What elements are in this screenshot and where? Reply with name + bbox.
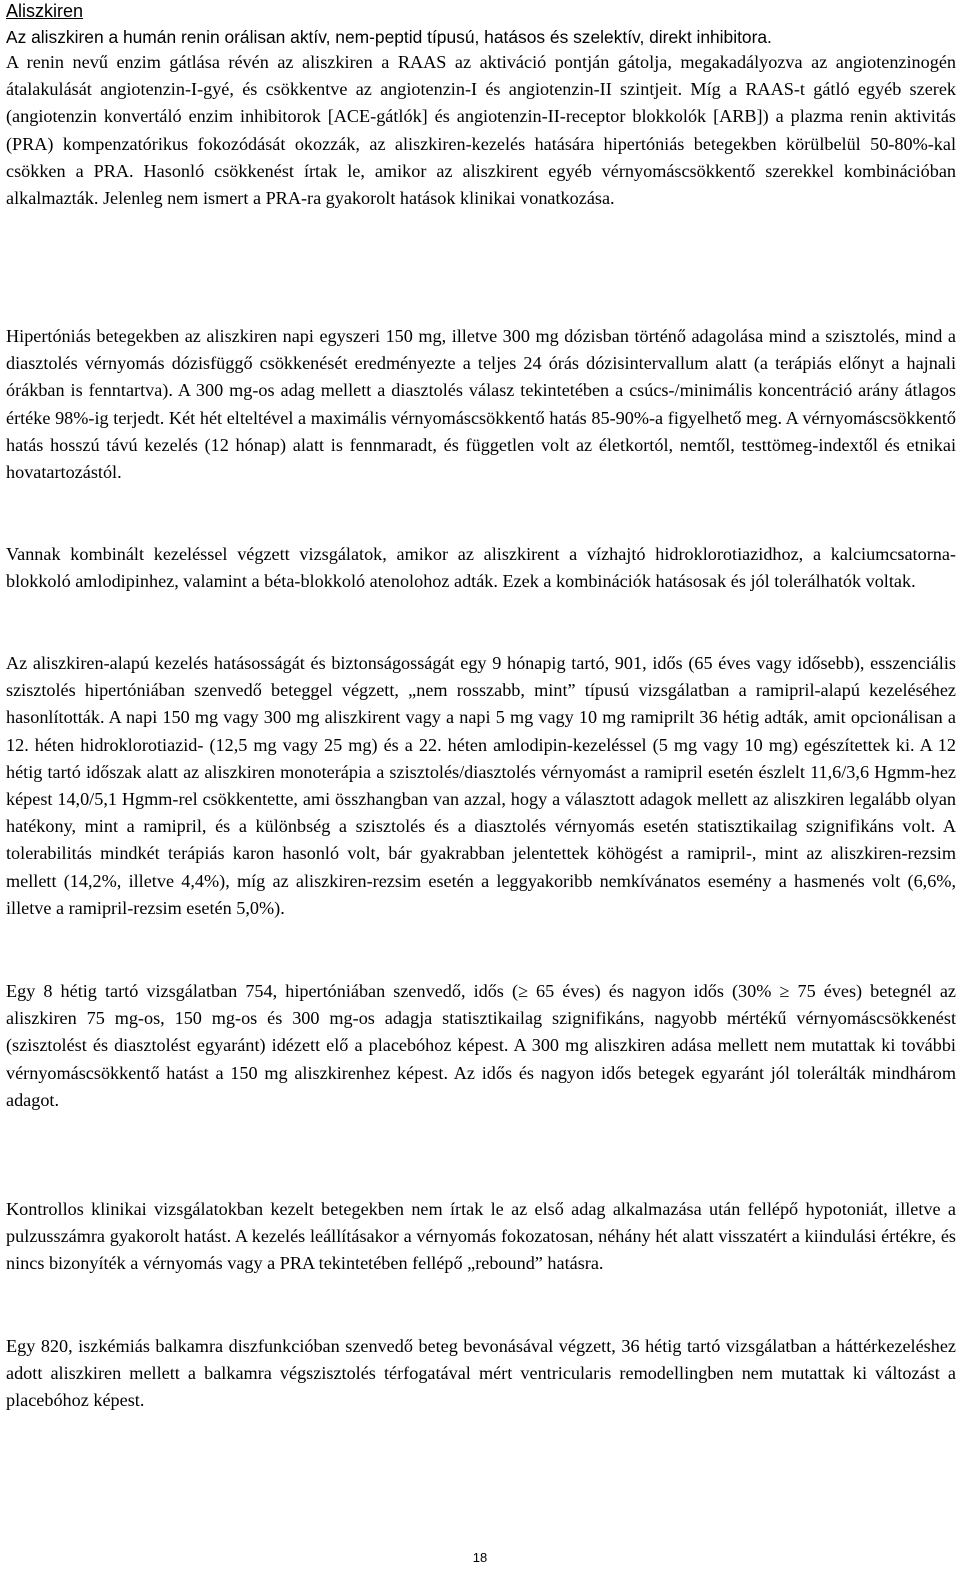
paragraph: A renin nevű enzim gátlása révén az aliszkiren a RAAS az aktiváció pontján gátolja, megakadályozva az angiotenzinogén átalakulását angiotenzin-I-gyé, és csökkentve az angiotenzin-I és angiotenzin-II szintjeit. Míg a RAAS-t gátló egyéb szerek (angiotenzin konvertáló enzim inhibitorok [ACE-gátlók] és angiotenzin-II-receptor blokkolók [ARB]) a plazma renin aktivitás (PRA) kompenzatórikus fokozódását okozzák, az aliszkiren-kezelés hatására hipertóniás betegekben körülbelül 50-80%-kal csökken a PRA. Hasonló csökkenést írtak le, amikor az aliszkirent egyéb vérnyomáscsökkentő szerekkel kombinációban alkalmazták. Jelenleg nem ismert a PRA-ra gyakorolt hatások klinikai vonatkozása.: [6, 52, 956, 209]
paragraph: Hipertóniás betegekben az aliszkiren napi egyszeri 150 mg, illetve 300 mg dózisban történő adagolása mind a szisztolés, mind a diasztolés vérnyomás dózisfüggő csökkenését eredményezte a teljes 24 órás dózisintervallum alatt (a terápiás előnyt a hajnali órákban is fenntartva). A 300 mg-os adag mellett a diasztolés válasz tekintetében a csúcs-/minimális koncentráció arány átlagos értéke 98%-ig terjedt. Két hét elteltével a maximális vérnyomáscsökkentő hatás 85-90%-a figyelhető meg. A vérnyomáscsökkentő hatás hosszú távú kezelés (12 hónap) alatt is fennmaradt, és független volt az életkortól, nemtől, testtömeg-indextől és etnikai hovatartozástól.: [6, 326, 956, 483]
paragraph-efficacy: [6, 323, 956, 486]
intro-paragraph: Az aliszkiren a humán renin orálisan aktív, nem-peptid típusú, hatásos és szelektív, direkt inhibitora.: [6, 27, 772, 47]
page-number: 18: [472, 1550, 488, 1565]
paragraph: Egy 820, iszkémiás balkamra diszfunkcióban szenvedő beteg bevonásával végzett, 36 hétig tartó vizsgálatban a háttérkezeléshez adott aliszkiren mellett a balkamra végszisztolés térfogatával mért ventricularis remodellingben nem mutattak ki változást a placebóhoz képest.: [6, 1336, 956, 1411]
paragraph-mechanism: [6, 49, 956, 212]
paragraph-combination: [6, 541, 956, 595]
paragraph-hypotension: [6, 1196, 956, 1278]
paragraph: Kontrollos klinikai vizsgálatokban kezelt betegekben nem írtak le az első adag alkalmazása után fellépő hypotoniát, illetve a pulzusszámra gyakorolt hatást. A kezelés leállításakor a vérnyomás fokozatosan, néhány hét alatt visszatért a kiindulási értékre, és nincs bizonyíték a vérnyomás vagy a PRA tekintetében fellépő „rebound” hatásra.: [6, 1199, 956, 1274]
paragraph: Az aliszkiren-alapú kezelés hatásosságát és biztonságosságát egy 9 hónapig tartó, 901, idős (65 éves vagy idősebb), esszenciális szisztolés hipertóniában szenvedő beteggel végzett, „nem rosszabb, mint” típusú vizsgálatban a ramipril-alapú kezeléséhez hasonlították. A napi 150 mg vagy 300 mg aliszkirent vagy a napi 5 mg vagy 10 mg ramiprilt 36 hétig adták, amit opcionálisan a 12. héten hidroklorotiazid- (12,5 mg vagy 25 mg) és a 22. héten amlodipin-kezeléssel (5 mg vagy 10 mg) egészítettek ki. A 12 hétig tartó időszak alatt az aliszkiren monoterápia a szisztolés/diasztolés vérnyomást a ramipril esetén észlelt 11,6/3,6 Hgmm-hez képest 14,0/5,1 Hgmm-rel csökkentette, ami összhangban van azzal, hogy a választott adagok mellett az aliszkiren legalább olyan hatékony, mint a ramipril, és a különbség a szisztolés és a diasztolés vérnyomás esetén statisztikailag szignifikáns volt. A tolerabilitás mindkét terápiás karon hasonló volt, bár gyakrabban jelentettek köhögést a ramipril-, mint az aliszkiren-rezsim mellett (14,2%, illetve 4,4%), míg az aliszkiren-rezsim esetén a leggyakoribb nemkívánatos esemény a hasmenés volt (6,6%, illetve a ramipril-rezsim esetén 5,0%).: [6, 653, 956, 918]
section-header: [6, 0, 956, 48]
paragraph: Vannak kombinált kezeléssel végzett vizsgálatok, amikor az aliszkirent a vízhajtó hidroklorotiazidhoz, a kalciumcsatorna-blokkoló amlodipinhez, valamint a béta-blokkoló atenolohoz adták. Ezek a kombinációk hatásosak és jól tolerálhatók voltak.: [6, 544, 956, 592]
paragraph-ventricular: [6, 1333, 956, 1415]
section-title: Aliszkiren: [6, 1, 84, 21]
paragraph: Egy 8 hétig tartó vizsgálatban 754, hipertóniában szenvedő, idős (≥ 65 éves) és nagyon idős (30% ≥ 75 éves) betegnél az aliszkiren 75 mg-os, 150 mg-os és 300 mg-os adagja statisztikailag szignifikáns, nagyobb mértékű vérnyomáscsökkenést (szisztolést és diasztolést egyaránt) idézett elő a placebóhoz képest. A 300 mg aliszkiren adása mellett nem mutattak ki további vérnyomáscsökkentő hatást a 150 mg aliszkirenhez képest. Az idős és nagyon idős betegek egyaránt jól tolerálták mindhárom adagot.: [6, 981, 956, 1110]
paragraph-elderly-study: [6, 650, 956, 922]
paragraph-eight-week-study: [6, 978, 956, 1114]
